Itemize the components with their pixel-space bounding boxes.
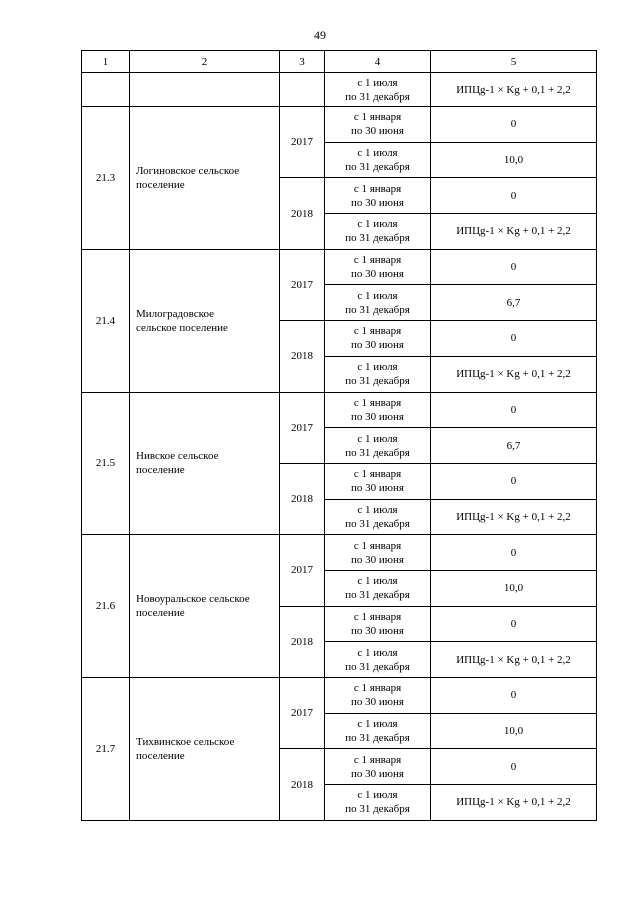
period-cell [325,570,431,606]
value-cell: ИПЦg-1 × Kg + 0,1 + 2,2 [431,499,597,535]
value-cell: 10,0 [431,570,597,606]
year-cell: 2018 [280,749,325,820]
value-cell: 10,0 [431,713,597,749]
value-cell: 0 [431,392,597,428]
header-cell-4: 4 [325,51,431,73]
period-cell [325,392,431,428]
period-end: по 30 июня [351,767,404,780]
period-cell [325,178,431,214]
table-body [82,51,597,821]
value-cell: 6,7 [431,428,597,464]
period-cell [325,73,431,107]
year-cell: 2018 [280,321,325,392]
year-cell: 2017 [280,678,325,749]
value-cell: ИПЦg-1 × Kg + 0,1 + 2,2 [431,214,597,250]
period-start: с 1 января [353,610,402,623]
period-start: с 1 июля [357,432,398,445]
period-end: по 30 июня [351,339,404,352]
period-start: с 1 июля [357,147,398,160]
table-row [82,535,597,571]
period-end: по 31 декабря [345,303,410,316]
period-start: с 1 января [353,753,402,766]
period-cell [325,214,431,250]
entry-number: 21.3 [82,107,130,250]
period-start: с 1 января [353,111,402,124]
period-start: с 1 июля [357,361,398,374]
value-cell: 0 [431,249,597,285]
entry-name-line: Милоградовское [136,307,214,320]
empty-cell [130,73,280,107]
entry-name-line: сельское поселение [136,321,228,334]
period-end: по 31 декабря [345,90,410,103]
value-cell: 0 [431,749,597,785]
period-end: по 31 декабря [345,161,410,174]
header-cell-5: 5 [431,51,597,73]
period-cell [325,142,431,178]
entry-name-line: Логиновское сельское [136,164,240,177]
period-end: по 30 июня [351,196,404,209]
period-start: с 1 июля [357,218,398,231]
period-start: с 1 июля [357,289,398,302]
header-cell-3: 3 [280,51,325,73]
period-cell [325,285,431,321]
year-cell: 2017 [280,535,325,606]
period-start: с 1 января [353,396,402,409]
period-start: с 1 января [353,468,402,481]
period-start: с 1 января [353,539,402,552]
period-cell [325,713,431,749]
entry-name-line: Нивское сельское [136,450,219,463]
period-start: с 1 января [353,182,402,195]
period-end: по 30 июня [351,410,404,423]
value-cell: ИПЦg-1 × Kg + 0,1 + 2,2 [431,356,597,392]
entry-name-line: Новоуральское сельское [136,593,250,606]
period-end: по 30 июня [351,482,404,495]
year-cell: 2018 [280,606,325,677]
table-row [82,107,597,143]
value-cell: ИПЦg-1 × Kg + 0,1 + 2,2 [431,73,597,107]
period-cell [325,749,431,785]
entry-name-line: поселение [136,464,185,477]
entry-name-line: Тихвинское сельское [136,735,235,748]
period-end: по 30 июня [351,624,404,637]
period-end: по 30 июня [351,553,404,566]
period-cell [325,535,431,571]
period-end: по 30 июня [351,125,404,138]
value-cell: ИПЦg-1 × Kg + 0,1 + 2,2 [431,642,597,678]
period-cell [325,642,431,678]
period-start: с 1 июля [357,575,398,588]
period-cell [325,107,431,143]
period-start: с 1 июля [357,503,398,516]
period-cell [325,249,431,285]
year-cell: 2017 [280,107,325,178]
entry-name-line: поселение [136,178,185,191]
value-cell: 0 [431,463,597,499]
header-cell-2: 2 [130,51,280,73]
period-cell [325,606,431,642]
period-start: с 1 июля [357,646,398,659]
period-cell [325,499,431,535]
period-end: по 30 июня [351,696,404,709]
period-end: по 31 декабря [345,446,410,459]
value-cell: 0 [431,606,597,642]
period-start: с 1 января [353,682,402,695]
value-cell: 0 [431,535,597,571]
value-cell: 0 [431,107,597,143]
entry-name [130,678,280,821]
value-cell: 6,7 [431,285,597,321]
period-cell [325,785,431,821]
period-start: с 1 июля [357,76,398,89]
period-start: с 1 июля [357,718,398,731]
tariff-table [81,50,597,821]
period-end: по 31 декабря [345,589,410,602]
table-row [82,392,597,428]
entry-name [130,249,280,392]
header-row [82,51,597,73]
header-cell-1: 1 [82,51,130,73]
entry-name [130,392,280,535]
period-cell [325,321,431,357]
period-end: по 31 декабря [345,375,410,388]
page-number: 49 [314,28,326,42]
year-cell: 2017 [280,249,325,320]
entry-number: 21.4 [82,249,130,392]
table-row [82,249,597,285]
entry-number: 21.7 [82,678,130,821]
period-cell [325,678,431,714]
empty-cell [82,73,130,107]
table-row [82,678,597,714]
year-cell: 2017 [280,392,325,463]
empty-cell [280,73,325,107]
entry-number: 21.6 [82,535,130,678]
entry-name-line: поселение [136,749,185,762]
year-cell: 2018 [280,463,325,534]
value-cell: 0 [431,678,597,714]
period-end: по 31 декабря [345,232,410,245]
value-cell: ИПЦg-1 × Kg + 0,1 + 2,2 [431,785,597,821]
period-end: по 31 декабря [345,732,410,745]
year-cell: 2018 [280,178,325,249]
value-cell: 10,0 [431,142,597,178]
period-start: с 1 января [353,325,402,338]
continuation-row [82,73,597,107]
entry-number: 21.5 [82,392,130,535]
period-end: по 31 декабря [345,517,410,530]
period-start: с 1 июля [357,789,398,802]
period-end: по 31 декабря [345,660,410,673]
period-start: с 1 января [353,254,402,267]
entry-name [130,107,280,250]
period-end: по 31 декабря [345,803,410,816]
value-cell: 0 [431,321,597,357]
period-cell [325,428,431,464]
period-end: по 30 июня [351,268,404,281]
period-cell [325,463,431,499]
value-cell: 0 [431,178,597,214]
period-cell [325,356,431,392]
entry-name-line: поселение [136,607,185,620]
entry-name [130,535,280,678]
